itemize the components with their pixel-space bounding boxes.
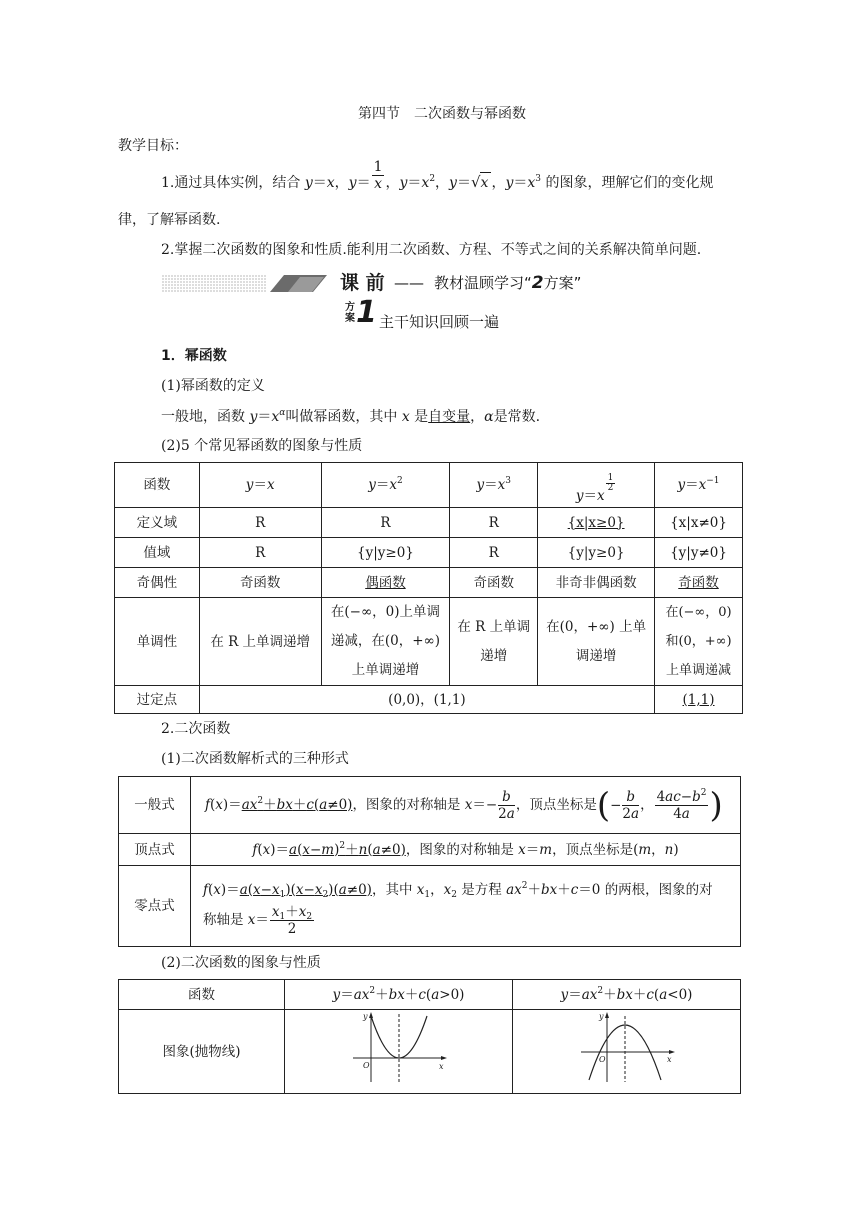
- col-y-x: y＝x: [199, 463, 321, 508]
- frac-1-over-x: $\frac{1}{x}$: [373, 158, 383, 192]
- table-cell: 在(−∞，0)和(0，+∞)上单调递减: [655, 598, 743, 686]
- objective-2: 2.掌握二次函数的图象和性质.能利用二次函数、方程、不等式之间的关系解决简单问题.: [161, 242, 702, 258]
- table-cell: (0,0)，(1,1): [199, 686, 654, 714]
- row-header: 图象(抛物线): [119, 1010, 285, 1094]
- parabola-downward-graph: [577, 1010, 677, 1086]
- table-cell: (1,1): [655, 686, 743, 714]
- section-title: 第四节 二次函数与幂函数: [358, 106, 526, 122]
- col-y-x-neg1: $y=x^{-1}$: [655, 463, 743, 508]
- table-cell: R: [321, 508, 450, 538]
- plan-title: 主干知识回顾一遍: [379, 313, 500, 331]
- graph-cell-downward: [513, 1010, 741, 1094]
- table-cell: R: [199, 538, 321, 568]
- plan-number: 1: [356, 295, 377, 330]
- axis-y-label: y: [598, 1012, 604, 1021]
- table-cell: 在 R 上单调递增: [450, 598, 538, 686]
- row-header: 定义域: [115, 508, 200, 538]
- table-row: [119, 777, 741, 834]
- col-y-x-half: y＝x $\frac{1}{2}$: [538, 463, 655, 508]
- table-row: [115, 508, 743, 538]
- table-cell: 奇函数: [450, 568, 538, 598]
- table-cell: {x|x≥0}: [538, 508, 655, 538]
- col-y-x3: $y=x^3$: [450, 463, 538, 508]
- table-cell: 非奇非偶函数: [538, 568, 655, 598]
- plan-label: 方 案: [345, 302, 355, 324]
- vertex-form-cell: $f(x)=a(x-m)^2+n(a\ne 0)$，图象的对称轴是 x＝m，顶点坐标是(m，n): [191, 834, 741, 866]
- row-header: 一般式: [119, 777, 191, 834]
- table-cell: {y|y≠0}: [655, 538, 743, 568]
- table-cell: {y|y≥0}: [538, 538, 655, 568]
- section2-sub1: (1)二次函数解析式的三种形式: [161, 751, 349, 767]
- table-row: [115, 568, 743, 598]
- row-header: 函数: [119, 980, 285, 1010]
- col-y-x2: $y=x^2$: [321, 463, 450, 508]
- table-cell: 偶函数: [321, 568, 450, 598]
- table-cell: R: [450, 538, 538, 568]
- parabola-upward-graph: [349, 1010, 449, 1086]
- table-cell: {y|y≥0}: [321, 538, 450, 568]
- quadratic-graph-table: [118, 979, 741, 1094]
- banner-subtitle: 教材温顾学习“2方案”: [434, 273, 582, 293]
- table-cell: 在 R 上单调递增: [199, 598, 321, 686]
- row-header: 值域: [115, 538, 200, 568]
- table-row: [115, 598, 743, 686]
- axis-x-label: x: [438, 1062, 444, 1071]
- section1-heading: 1．幂函数: [161, 348, 227, 364]
- table-cell: 奇函数: [655, 568, 743, 598]
- axis-x-label: x: [666, 1055, 672, 1064]
- zero-form-cell: $f(x)=a(x-x_1)(x-x_2)(a\ne 0)$，其中 $x_1$，$x_2$ 是方程 $ax^2+bx+c=0$ 的两根，图象的对 称轴是 x＝ $\frac{x_1+x_2}{2}$: [191, 866, 741, 947]
- section1-sub2: (2)5 个常见幂函数的图象与性质: [161, 438, 363, 454]
- objectives-heading: 教学目标：: [118, 138, 188, 154]
- section1-sub1: (1)幂函数的定义: [161, 378, 265, 394]
- power-def: 一般地，函数 $y=x^\alpha$叫做幂函数，其中 x 是自变量，α是常数.: [161, 408, 541, 425]
- origin-label: O: [362, 1061, 370, 1070]
- table-row: [119, 980, 741, 1010]
- objective-1-cont: 律，了解幂函数.: [118, 212, 221, 228]
- table-cell: 在(−∞，0)上单调递减，在(0，+∞)上单调递增: [321, 598, 450, 686]
- quadratic-forms-table: [118, 776, 741, 947]
- objective-1: 1.通过具体实例，结合 y＝x，y＝ $\frac{1}{x}$ ，$y=x^2$，y＝√x ，$y=x^3$ 的图象，理解它们的变化规: [161, 158, 714, 192]
- table-row: [115, 686, 743, 714]
- row-header: 单调性: [115, 598, 200, 686]
- col-downward: $y=ax^2+bx+c(a<0)$: [513, 980, 741, 1010]
- answer-blank-variable: 自变量: [428, 409, 471, 425]
- section2-sub2: (2)二次函数的图象与性质: [161, 955, 321, 971]
- table-row: [119, 1010, 741, 1094]
- section2-heading: 2.二次函数: [161, 721, 231, 737]
- table-cell: 在(0，+∞) 上单调递增: [538, 598, 655, 686]
- power-function-table: [114, 462, 743, 714]
- table-cell: 奇函数: [199, 568, 321, 598]
- row-header: 过定点: [115, 686, 200, 714]
- table-row: [119, 866, 741, 947]
- table-cell: {x|x≠0}: [655, 508, 743, 538]
- table-row: [115, 538, 743, 568]
- origin-label: O: [598, 1055, 606, 1064]
- col-upward: $y=ax^2+bx+c(a>0)$: [285, 980, 513, 1010]
- graph-cell-upward: [285, 1010, 513, 1094]
- table-row: [119, 834, 741, 866]
- row-header: 奇偶性: [115, 568, 200, 598]
- general-form-cell: $f(x)=ax^2+bx+c(a\ne 0)$，图象的对称轴是 x＝− $\frac{b}{2a}$ ，顶点坐标是(− $\frac{b}{2a}$ ， $\frac{4ac-b^2}{4a}$ ): [191, 777, 741, 834]
- objective-1-lead: 1.通过具体实例，结合: [161, 175, 305, 191]
- table-cell: R: [450, 508, 538, 538]
- table-row: [115, 463, 743, 508]
- row-header: 顶点式: [119, 834, 191, 866]
- objective-1-tail: 的图象，理解它们的变化规: [545, 175, 714, 191]
- banner-dash: ——: [394, 274, 424, 292]
- table-cell: R: [199, 508, 321, 538]
- axis-y-label: y: [362, 1012, 368, 1021]
- row-header: 零点式: [119, 866, 191, 947]
- banner-label: 课 前: [340, 272, 385, 294]
- row-header: 函数: [115, 463, 200, 508]
